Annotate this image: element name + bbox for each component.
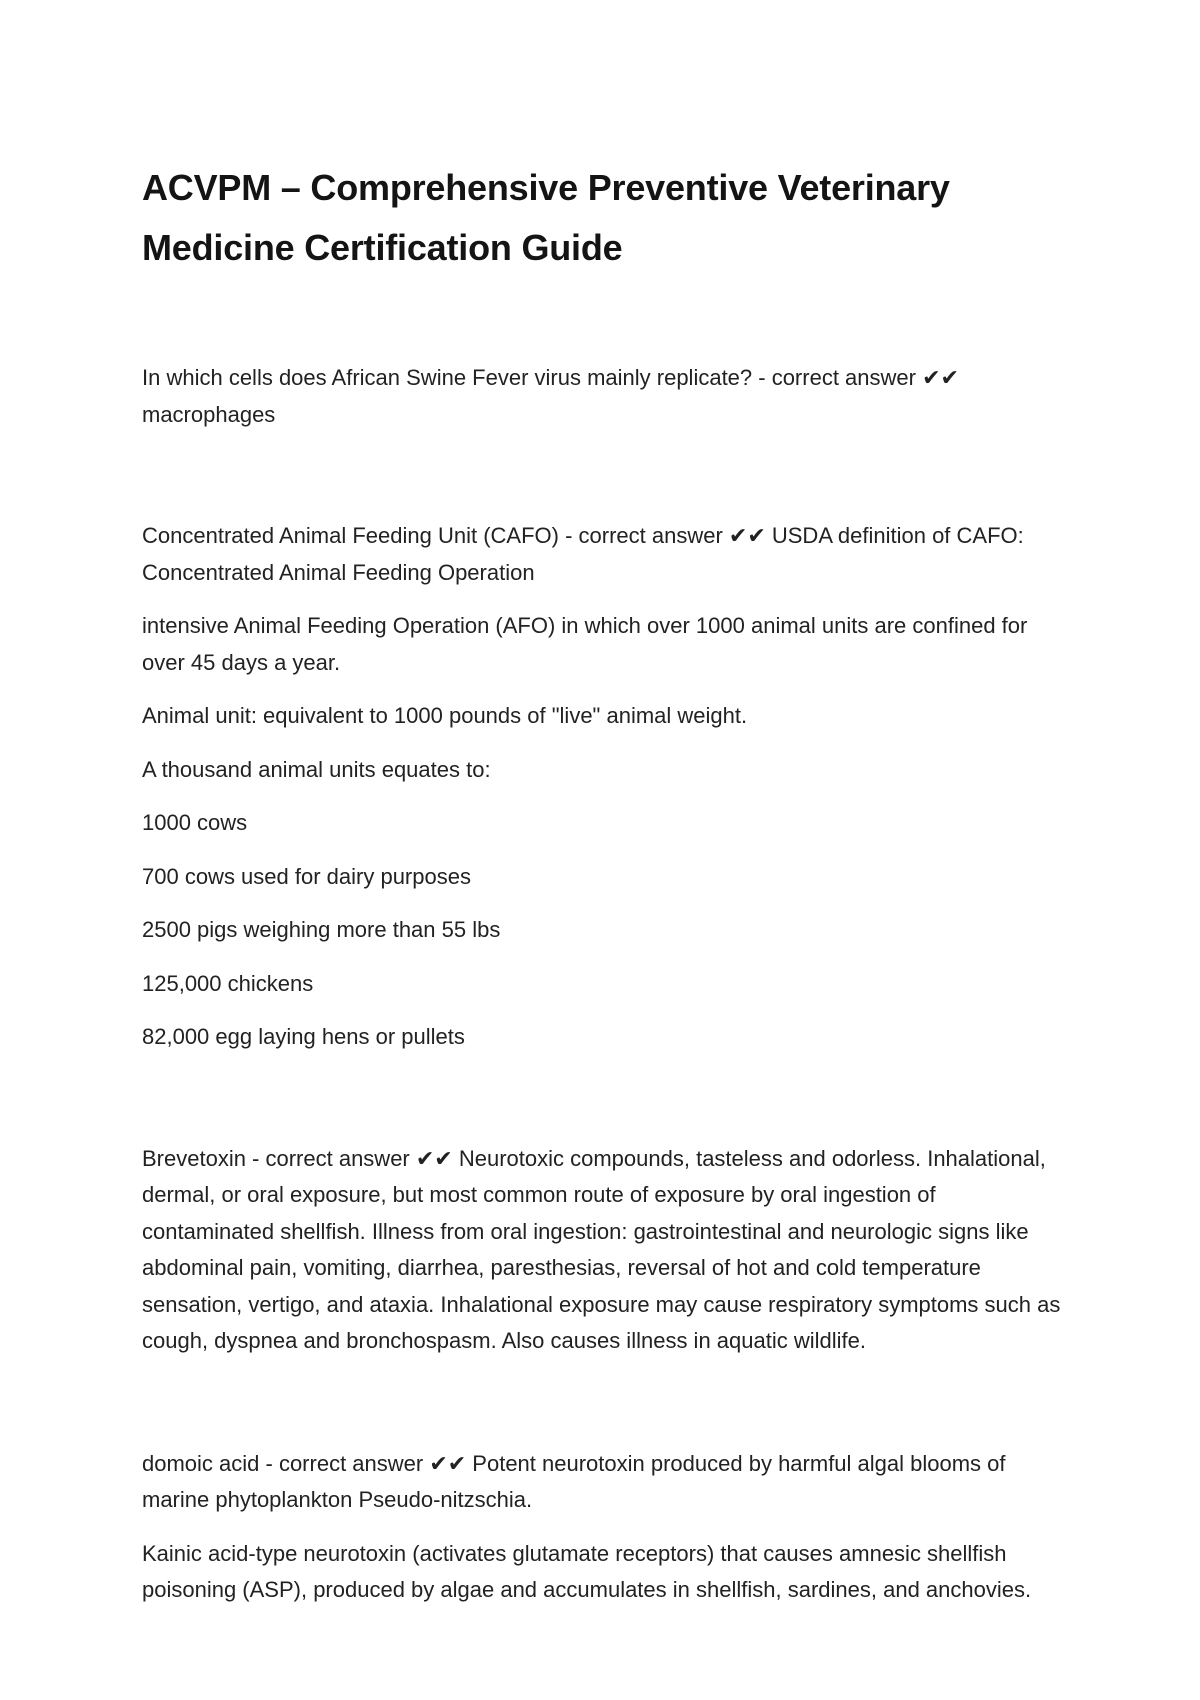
qa-entry-domoic-acid (142, 1446, 1072, 1609)
qa-entry-brevetoxin (142, 1141, 1072, 1360)
document-title: ACVPM – Comprehensive Preventive Veterinary Medicine Certification Guide (142, 167, 950, 268)
paragraph: A thousand animal units equates to: (142, 756, 491, 782)
paragraph: intensive Animal Feeding Operation (AFO) in which over 1000 animal units are confined for over 45 days a year. (142, 613, 1028, 675)
paragraph: Animal unit: equivalent to 1000 pounds of "live" animal weight. (142, 703, 748, 728)
list-item: 82,000 egg laying hens or pullets (142, 1024, 465, 1049)
paragraph: Concentrated Animal Feeding Unit (CAFO) - correct answer ✔✔ USDA definition of CAFO: Concentrated Animal Feeding Operation (142, 523, 1024, 585)
list-item: 125,000 chickens (142, 970, 314, 996)
qa-entry-cafo (142, 518, 1072, 1056)
list-item: 1000 cows (142, 810, 248, 835)
paragraph: Brevetoxin - correct answer ✔✔ Neurotoxic compounds, tasteless and odorless. Inhalational, dermal, or oral exposure, but most common route of exposure by oral ingestion of contaminated shellfish. Illness from oral ingestion: gastrointestinal and neurologic signs like abdominal pain, vomiting, diarrhea, paresthesias, reversal of hot and cold temperature sensation, vertigo, and ataxia. Inhalational exposure may cause respiratory symptoms such as cough, dyspnea and bronchospasm. Also causes illness in aquatic wildlife. (142, 1145, 1061, 1353)
paragraph: In which cells does African Swine Fever virus mainly replicate? - correct answer ✔✔ macrophages (142, 365, 959, 427)
list-item: 2500 pigs weighing more than 55 lbs (142, 917, 501, 942)
paragraph: domoic acid - correct answer ✔✔ Potent neurotoxin produced by harmful algal blooms of marine phytoplankton Pseudo-nitzschia. (142, 1450, 1006, 1512)
list-item: 700 cows used for dairy purposes (142, 863, 471, 889)
document-page (142, 158, 1072, 1609)
paragraph: Kainic acid-type neurotoxin (activates glutamate receptors) that causes amnesic shellfish poisoning (ASP), produced by algae and accumulates in shellfish, sardines, and anchovies. (142, 1540, 1032, 1602)
qa-entry-african-swine-fever (142, 360, 1072, 433)
